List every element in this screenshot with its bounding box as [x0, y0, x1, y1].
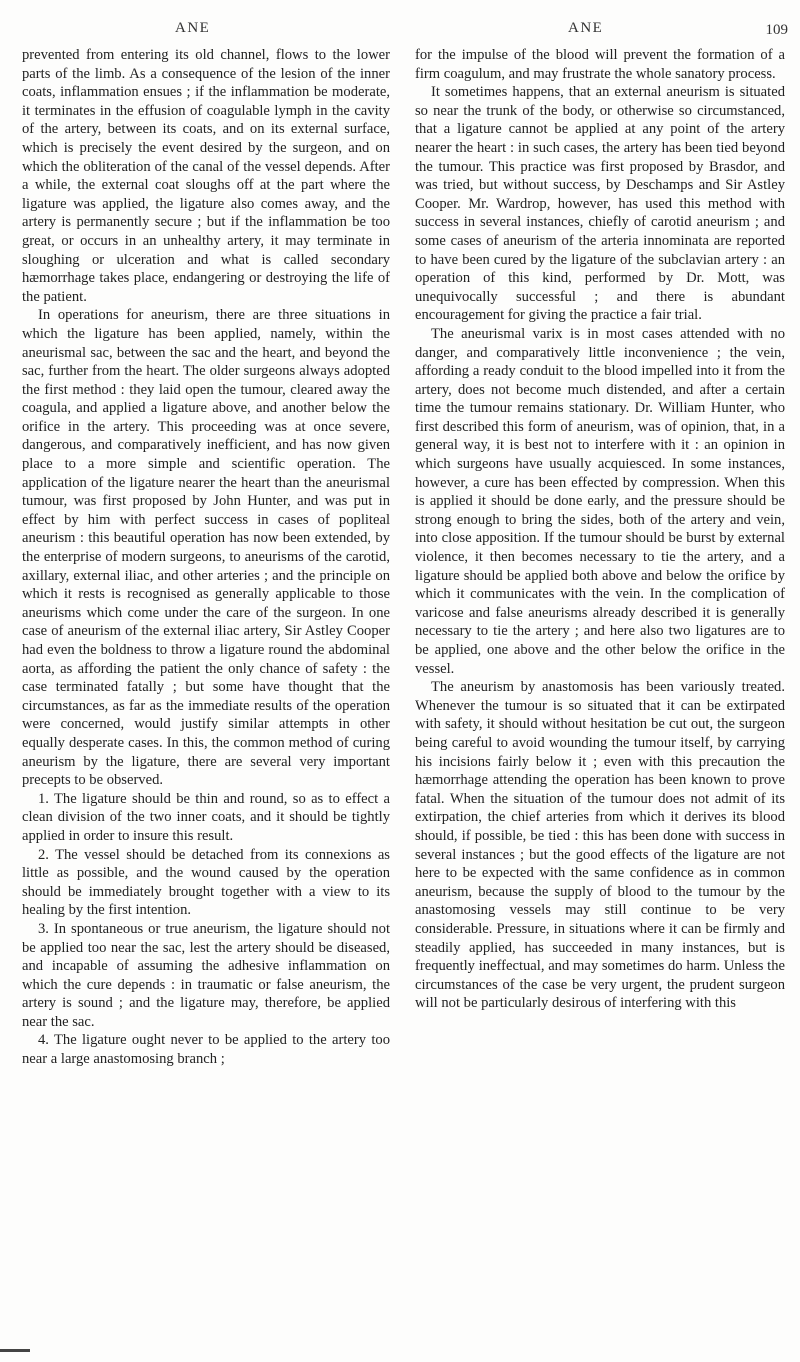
paragraph: 3. In spontaneous or true aneurism, the ligature should not be applied too near the sac, lest the artery should be diseased, and incapable of assuming the adhesive inflammation on which the cure depends : in traumatic or false aneurism, the artery is sound ; and the ligature may, therefore, be applied near the sac. — [22, 920, 390, 1030]
paragraph: 4. The ligature ought never to be applied to the artery too near a large anastomosing branch ; — [22, 1032, 390, 1068]
paragraph: 1. The ligature should be thin and round, so as to effect a clean division of the two inner coats, and it should be tightly applied in order to insure this result. — [22, 790, 390, 844]
paragraph: The aneurismal varix is in most cases attended with no danger, and comparatively little inconvenience ; the vein, affording a ready conduit to the blood impelled into it from the artery, does not become much distended, and after a certain time the tumour remains stationary. Dr. William Hunter, who first described this form of aneurism, was of opinion, that, in a general way, it is best not to interfere with it : an opinion in which surgeons have usually acquiesced. In some instances, however, a cure has been effected by compression. When this is applied it should be done early, and the pressure should be strong enough to bring the sides, both of the artery and vein, into close apposition. If the tumour should be burst by external violence, it then becomes necessary to tie the artery, and a ligature should be applied both above and below the orifice by which it communicates with the vein. In the complication of varicose and false aneurisms already described it is generally necessary to tie the artery ; and here also two ligatures are to be applied, one above and the other below the orifice in the vessel. — [415, 325, 785, 677]
running-head-right: ANE — [568, 20, 604, 36]
running-head-left: ANE — [175, 20, 211, 36]
paragraph: It sometimes happens, that an external aneurism is situated so near the trunk of the body, or otherwise so circumstanced, that a ligature cannot be applied at any point of the artery nearer the heart : in such cases, the artery has been tied beyond the tumour. This practice was first proposed by Brasdor, and was tried, but without success, by Deschamps and Sir Astley Cooper. Mr. Wardrop, however, has used this method with success in several instances, chiefly of carotid aneurism ; and some cases of aneurism of the arteria innominata are reported to have been cured by the ligature of the subclavian artery : an operation of this kind, performed by Dr. Mott, was unequivocally successful ; and there is abundant encouragement for giving the practice a fair trial. — [415, 84, 785, 324]
paragraph: for the impulse of the blood will prevent the formation of a firm coagulum, and may frustrate the whole sanatory process. — [415, 47, 785, 82]
page-number: 109 — [765, 22, 788, 38]
margin-rule — [0, 1349, 30, 1352]
paragraph: The aneurism by anastomosis has been variously treated. Whenever the tumour is so situated that it can be extirpated with safety, it should without hesitation be cut out, the surgeon being careful to avoid wounding the tumour itself, by carrying his incisions fairly below it ; even with this precaution the hæmorrhage attending the operation has been known to prove fatal. When the situation of the tumour does not admit of its extirpation, the chief arteries from which it derives its blood should, if possible, be tied : this has been done with success in several instances ; but the good effects of the ligature are not here to be expected with the same confidence as in common aneurism, because the supply of blood to the tumour by the anastomosing vessels may still continue to be very considerable. Pressure, in situations where it can be firmly and steadily applied, has succeeded in many instances, but is frequently ineffectual, and may sometimes do harm. Unless the circumstances of the case be very urgent, the prudent surgeon will not be particularly desirous of interfering with this — [415, 679, 785, 1012]
paragraph: prevented from entering its old channel, flows to the lower parts of the limb. As a consequence of the lesion of the inner coats, inflammation ensues ; if the inflammation be moderate, it terminates in the effusion of coagulable lymph in the cavity of the artery, between its coats, and on its external surface, which is precisely the event desired by the surgeon, and on which the obliteration of the canal of the vessel depends. After a while, the external coat sloughs off at the part where the ligature was applied, the ligature also comes away, and the artery is permanently secure ; but if the inflammation be too great, or occurs in an unhealthy artery, it may terminate in sloughing or ulceration and what is called secondary hæmorrhage takes place, endangering or destroying the life of the patient. — [22, 47, 390, 305]
text-column-left — [22, 46, 390, 1069]
paragraph: 2. The vessel should be detached from its connexions as little as possible, and the wound caused by the operation should be immediately brought together with a view to its healing by the first intention. — [22, 846, 390, 919]
paragraph: In operations for aneurism, there are three situations in which the ligature has been applied, namely, within the aneurismal sac, between the sac and the heart, and beyond the sac, further from the heart. The older surgeons always adopted the first method : they laid open the tumour, cleared away the coagula, and applied a ligature above, and another below the orifice in the artery. This proceeding was at once severe, dangerous, and comparatively inefficient, and has now given place to a more simple and scientific operation. The application of the ligature nearer the heart than the aneurismal tumour, was first proposed by John Hunter, and was put in effect by him with perfect success in cases of popliteal aneurism : this beautiful operation has now been extended, by the enterprise of modern surgeons, to aneurisms of the carotid, axillary, external iliac, and other arteries ; and the principle on which it rests is recognised as generally applicable to those aneurisms which come under the care of the surgeon. In one case of aneurism of the external iliac artery, Sir Astley Cooper had even the boldness to throw a ligature round the abdominal aorta, as affording the patient the only chance of safety : the case terminated fatally ; but some have thought that the circumstances, as far as the immediate results of the operation were concerned, would justify similar attempts in other equally desperate cases. In this, the common method of curing aneurism by the ligature, there are several very important precepts to be observed. — [22, 307, 390, 789]
text-column-right — [415, 46, 785, 1013]
